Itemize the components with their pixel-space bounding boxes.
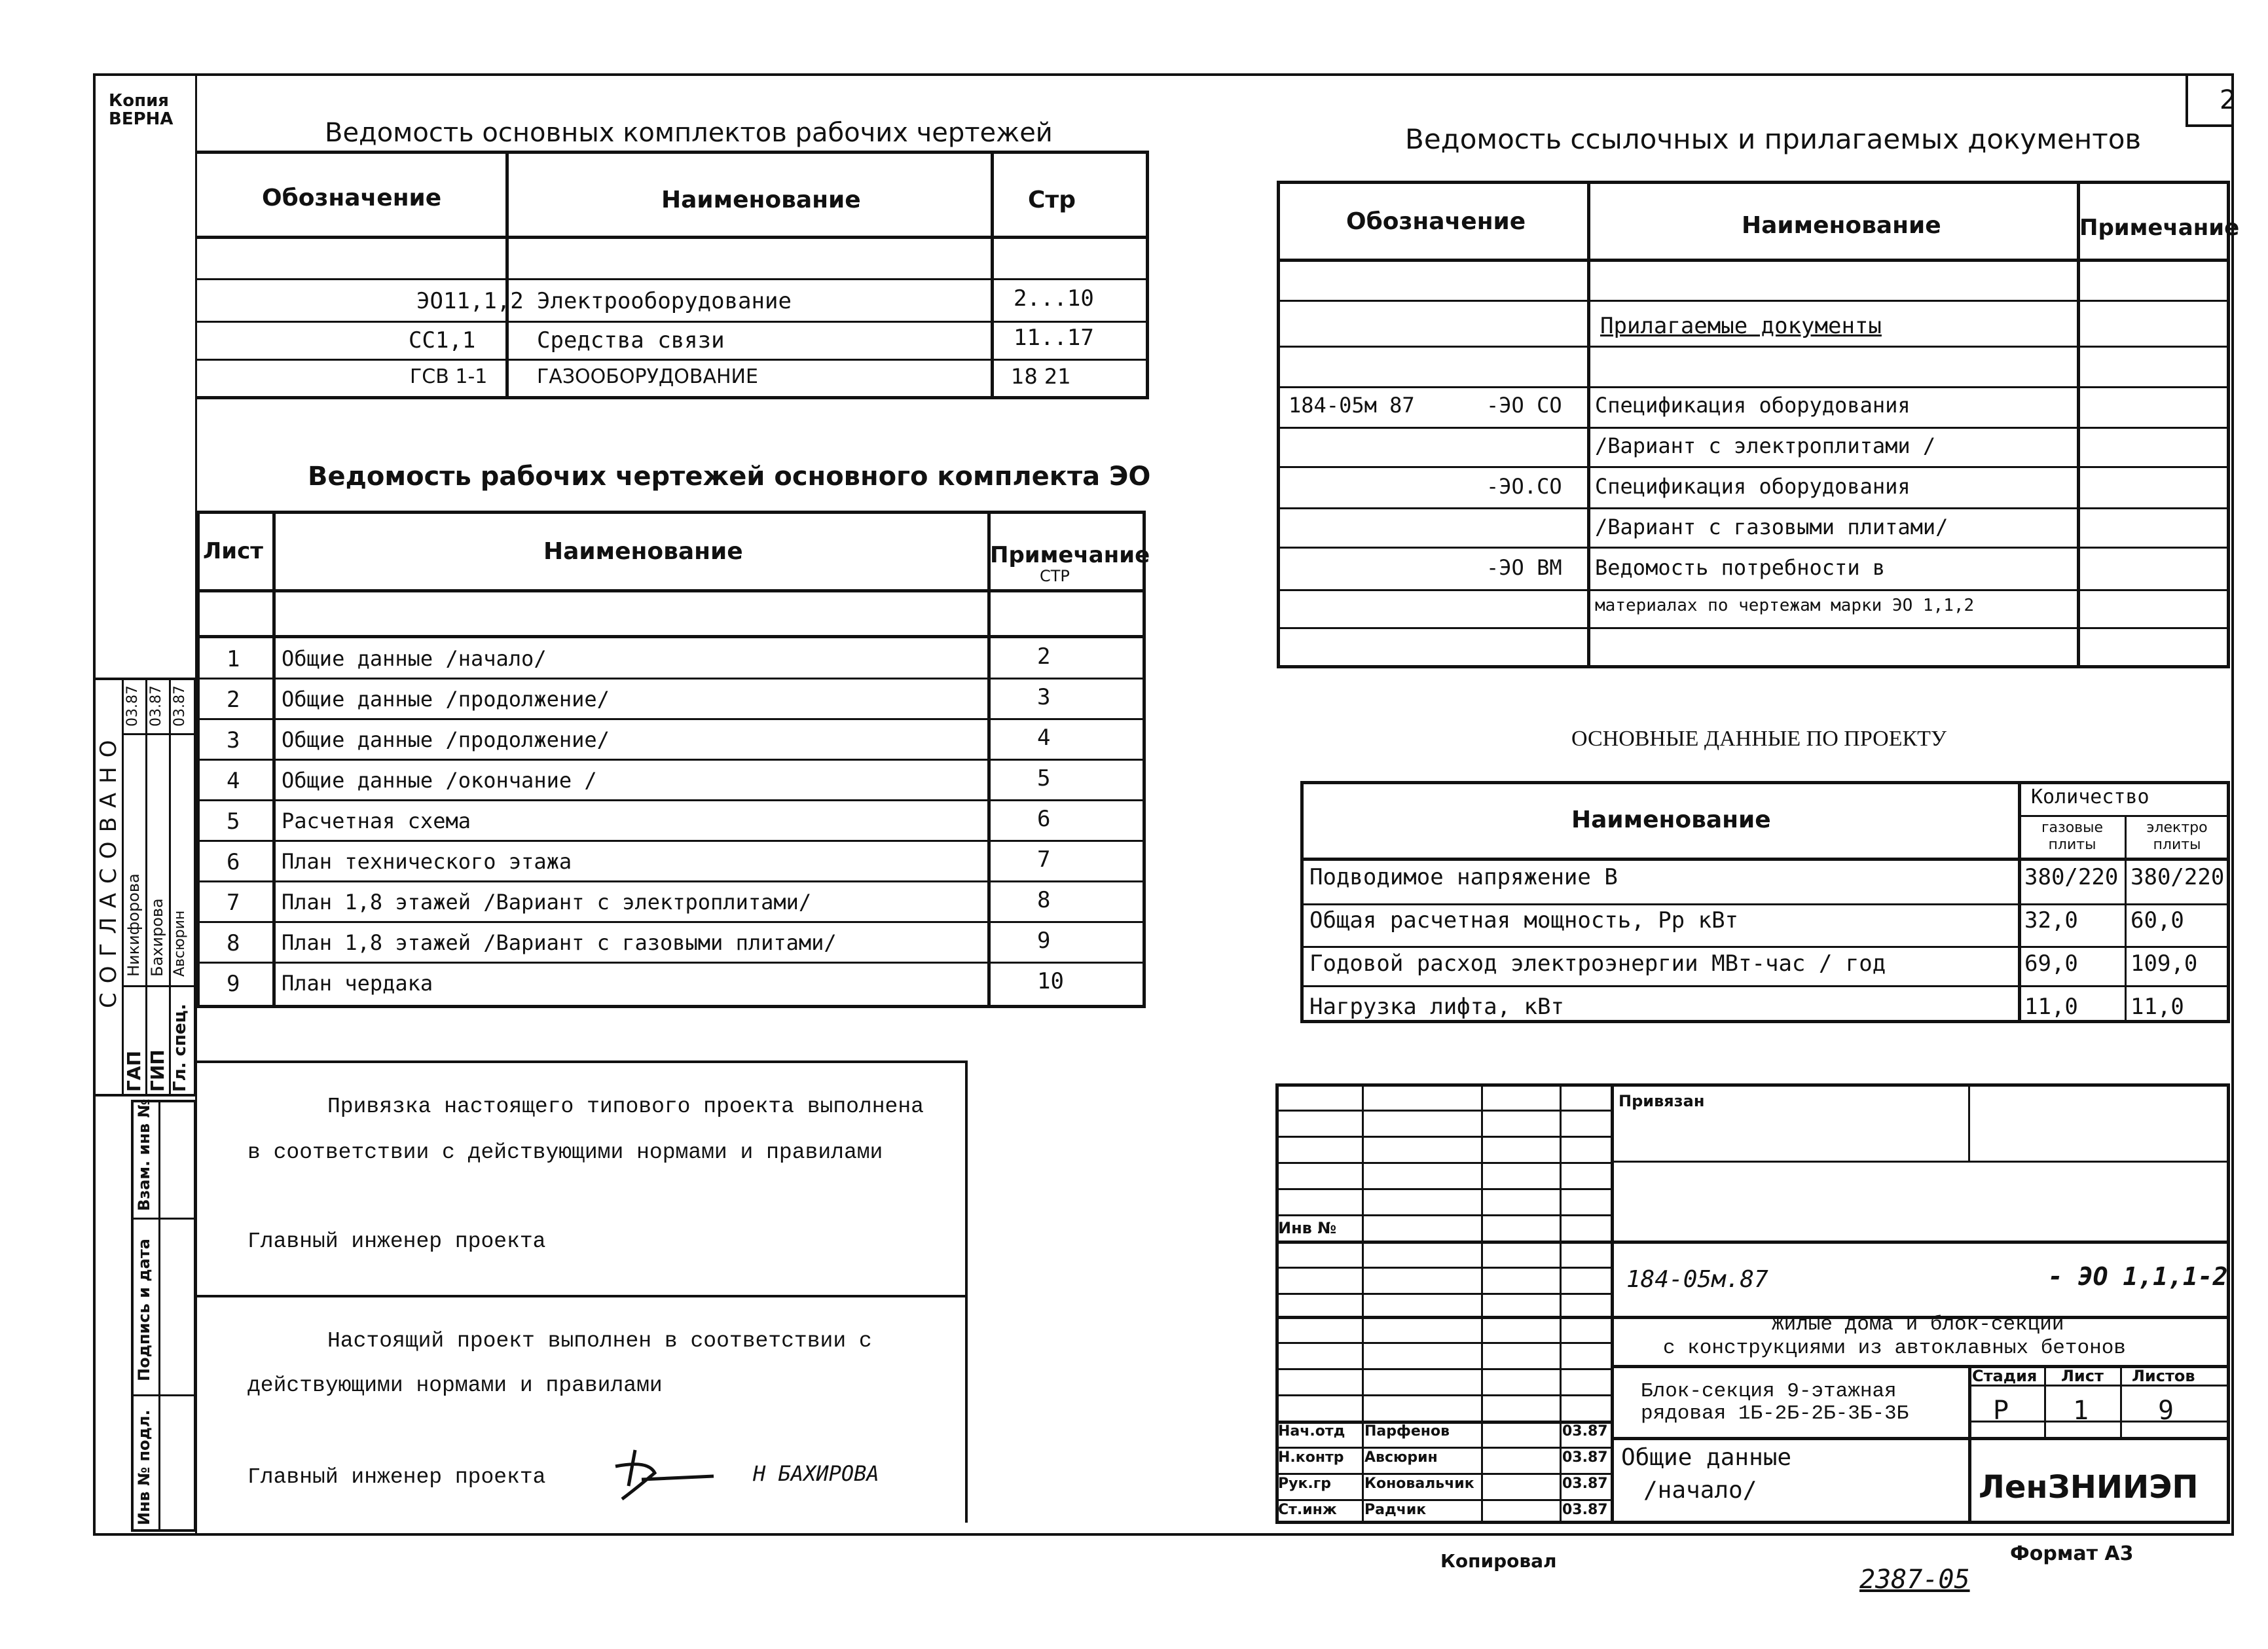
side-label-inv-podl: Инв № подл. [135, 1409, 153, 1525]
table1-row-name: Средства связи [537, 327, 725, 353]
title-block-person-date: 03.87 [1562, 1449, 1608, 1466]
note2-line1: Настоящий проект выполнен в соответствии с [327, 1329, 872, 1353]
table2-row-name: Общие данные /начало/ [282, 646, 547, 671]
table2-header-page: СТР [1040, 567, 1070, 585]
table3-row-suffix: -ЭО СО [1486, 393, 1562, 418]
grid-line [196, 880, 1146, 882]
table2-row-name: Общие данные /окончание / [282, 768, 597, 793]
table4-title: ОСНОВНЫЕ ДАННЫЕ ПО ПРОЕКТУ [1571, 727, 1947, 751]
table2-row-sheet: 1 [227, 646, 240, 672]
table1-row-pages: 2...10 [1014, 285, 1094, 312]
note2-name: Н БАХИРОВА [753, 1461, 879, 1486]
table4-row-gas: 69,0 [2024, 951, 2078, 977]
table1-row-code: ЭО11,1,2 [416, 288, 524, 314]
table1-header-name: Наименование [661, 187, 861, 213]
sheet-number: 2 [2220, 85, 2237, 115]
title-block-person-name: Радчик [1364, 1502, 1427, 1518]
table2-row-page: 8 [1037, 887, 1051, 913]
footer-format: Формат А3 [2010, 1542, 2134, 1565]
title-block-sheets: 9 [2158, 1396, 2174, 1426]
title-block-drawing-line1: Общие данные [1621, 1444, 1792, 1471]
note1-line2: в соответствии с действующими нормами и правилами [247, 1140, 883, 1165]
table2-row-name: Расчетная схема [282, 808, 471, 833]
title-block-block-line1: Блок-секция 9-этажная [1641, 1380, 1897, 1403]
title-block-code-right: - ЭО 1,1,1-2 [2048, 1262, 2228, 1291]
table4-row-name: Нагрузка лифта, кВт [1309, 994, 1564, 1020]
title-block-inv: Инв № [1278, 1219, 1337, 1237]
table1-row-code: СС1,1 [409, 327, 476, 353]
table2-row-sheet: 9 [227, 971, 240, 997]
title-block-sheets-header: Листов [2132, 1367, 2195, 1385]
grid-line [196, 718, 1146, 720]
title-block-sheet-header: Лист [2061, 1367, 2104, 1385]
title-block-stage: Р [1993, 1396, 2009, 1426]
table4-header-elec: электро плиты [2146, 820, 2208, 853]
table3-row-suffix: -ЭО.СО [1486, 474, 1562, 499]
title-block-org: ЛенЗНИИЭП [1979, 1469, 2199, 1506]
table3-row-name: Спецификация оборудования [1595, 393, 1911, 418]
title-block-block-line2: рядовая 1Б-2Б-2Б-3Б-3Б [1641, 1402, 1909, 1425]
table2-header-name: Наименование [543, 538, 743, 565]
soglasovano-name: Авсюрин [172, 910, 188, 977]
table1-row-code: ГСВ 1-1 [410, 365, 488, 388]
title-block-person-date: 03.87 [1562, 1502, 1608, 1518]
table1-row-pages: 11..17 [1014, 325, 1094, 351]
table2-row-page: 2 [1037, 643, 1051, 670]
note1-signer: Главный инженер проекта [247, 1229, 546, 1254]
table1-row-pages: 18 21 [1011, 364, 1071, 389]
note2-line2: действующими нормами и правилами [247, 1373, 663, 1398]
table2-row-page: 7 [1037, 846, 1051, 873]
table2-row-page: 9 [1037, 928, 1051, 954]
title-block-person-date: 03.87 [1562, 1476, 1608, 1492]
note2-signer: Главный инженер проекта [247, 1465, 546, 1489]
table3-header-note: Примечание [2079, 215, 2240, 241]
copy-stamp-line1: Копия [109, 91, 169, 111]
table4-header-name: Наименование [1571, 806, 1771, 833]
soglasovano-date: 03.87 [124, 685, 141, 727]
table1-title: Ведомость основных комплектов рабочих чертежей [325, 118, 1053, 148]
table3-title: Ведомость ссылочных и прилагаемых документов [1405, 123, 2142, 155]
title-block-person-role: Ст.инж [1278, 1502, 1337, 1518]
title-block-code-left: 184-05м.87 [1626, 1266, 1768, 1293]
table2-row-name: План технического этажа [282, 849, 572, 874]
soglasovano-role: ГИП [147, 1049, 168, 1092]
table2-row-name: План 1,8 этажей /Вариант с газовыми плитами/ [282, 930, 837, 955]
table2-row-sheet: 7 [227, 890, 240, 916]
table2-row-name: Общие данные /продолжение/ [282, 727, 610, 752]
soglasovano-date: 03.87 [172, 685, 188, 727]
chief-engineer-signature [609, 1440, 727, 1512]
table3-row-name: Спецификация оборудования [1595, 474, 1911, 499]
soglasovano-role: ГАП [123, 1051, 145, 1092]
table4-row-elec: 60,0 [2131, 907, 2184, 933]
grid-line [196, 962, 1146, 964]
table2-row-page: 4 [1037, 725, 1051, 751]
soglasovano-title: СОГЛАСОВАНО [96, 731, 122, 1008]
table2-header-sheet: Лист [203, 538, 263, 564]
side-label-vzam-inv: Взам. инв № [135, 1098, 153, 1211]
table2-row-sheet: 4 [227, 768, 240, 794]
table4-header-gas: газовые плиты [2041, 820, 2104, 853]
title-block-drawing-line2: /начало/ [1643, 1477, 1757, 1504]
title-block-project-line2: с конструкциями из автоклавных бетонов [1663, 1337, 2126, 1360]
table1-row-name: ГАЗООБОРУДОВАНИЕ [537, 365, 758, 388]
table2-row-name: План 1,8 этажей /Вариант с электроплитами/ [282, 890, 812, 915]
table3-row-code: 184-05м 87 [1289, 393, 1415, 418]
table1-header-code: Обозначение [262, 185, 442, 211]
grid-line [196, 921, 1146, 923]
table2-row-page: 3 [1037, 684, 1051, 710]
grid-line [196, 678, 1146, 680]
table2-row-page: 10 [1037, 968, 1064, 994]
table2-header-note: Примечание [990, 542, 1150, 568]
title-block-person-role: Н.контр [1278, 1449, 1344, 1466]
table4-row-name: Общая расчетная мощность, Рр кВт [1309, 907, 1739, 933]
grid-line [196, 799, 1146, 801]
title-block-person-date: 03.87 [1562, 1423, 1608, 1440]
title-block-privyazan: Привязан [1619, 1092, 1705, 1110]
table2-row-sheet: 6 [227, 849, 240, 875]
table4-header-qty: Количество [2031, 786, 2149, 808]
table4-row-elec: 109,0 [2131, 951, 2198, 977]
table3-section: Прилагаемые документы [1600, 313, 1882, 339]
table2-row-sheet: 5 [227, 808, 240, 835]
side-label-signature-date: Подпись и дата [135, 1239, 153, 1381]
table4-row-name: Годовой расход электроэнергии МВт-час / год [1309, 951, 1886, 977]
table2-row-sheet: 2 [227, 687, 240, 713]
table2-row-sheet: 3 [227, 727, 240, 753]
copy-stamp [109, 92, 174, 128]
grid-line [196, 759, 1146, 761]
table2-row-page: 6 [1037, 806, 1051, 832]
table2-row-name: План чердака [282, 971, 433, 996]
title-block-person-name: Авсюрин [1364, 1449, 1438, 1466]
footer-copied: Копировал [1440, 1550, 1557, 1572]
table3-row-name: /Вариант с электроплитами / [1595, 433, 1936, 458]
table3-header-name: Наименование [1742, 212, 1941, 239]
table4-row-gas: 380/220 [2024, 864, 2119, 890]
table4-row-gas: 11,0 [2024, 994, 2078, 1020]
soglasovano-role: Гл. спец. [170, 1004, 190, 1092]
title-block-person-name: Парфенов [1364, 1423, 1450, 1440]
table2-row-sheet: 8 [227, 930, 240, 956]
title-block-stage-header: Стадия [1972, 1367, 2038, 1385]
note1-line1: Привязка настоящего типового проекта выполнена [327, 1095, 924, 1119]
title-block-person-role: Рук.гр [1278, 1476, 1331, 1492]
table2-row-name: Общие данные /продолжение/ [282, 687, 610, 712]
table1-header-pages: Стр [1028, 187, 1076, 213]
table3-row-suffix: -ЭО ВМ [1486, 555, 1562, 580]
soglasovano-name: Бахирова [148, 898, 166, 977]
soglasovano-date: 03.87 [148, 685, 164, 727]
table3-row-name: Ведомость потребности в [1595, 555, 1886, 580]
table1-row-name: Электрооборудование [537, 288, 792, 314]
title-block-person-role: Нач.отд [1278, 1423, 1345, 1440]
grid-line [196, 840, 1146, 842]
title-block-project-line1: Жилые дома и блок-секции [1772, 1313, 2064, 1336]
table2-title: Ведомость рабочих чертежей основного комплекта ЭО [308, 462, 1151, 492]
soglasovano-name: Никифорова [124, 873, 143, 977]
table4-row-gas: 32,0 [2024, 907, 2078, 933]
table4-row-name: Подводимое напряжение В [1309, 864, 1618, 890]
table3-row-name: материалах по чертежам марки ЭО 1,1,2 [1595, 596, 1975, 615]
title-block-person-name: Коновальчик [1364, 1476, 1474, 1492]
table2-row-page: 5 [1037, 765, 1051, 791]
table4-row-elec: 11,0 [2131, 994, 2184, 1020]
title-block-sheet: 1 [2073, 1396, 2089, 1426]
table3-header-code: Обозначение [1346, 208, 1526, 235]
table4-row-elec: 380/220 [2131, 864, 2225, 890]
copy-stamp-line2: ВЕРНА [109, 109, 174, 129]
table3-row-name: /Вариант с газовыми плитами/ [1595, 515, 1948, 539]
footer-number: 2387-05 [1859, 1565, 1970, 1595]
